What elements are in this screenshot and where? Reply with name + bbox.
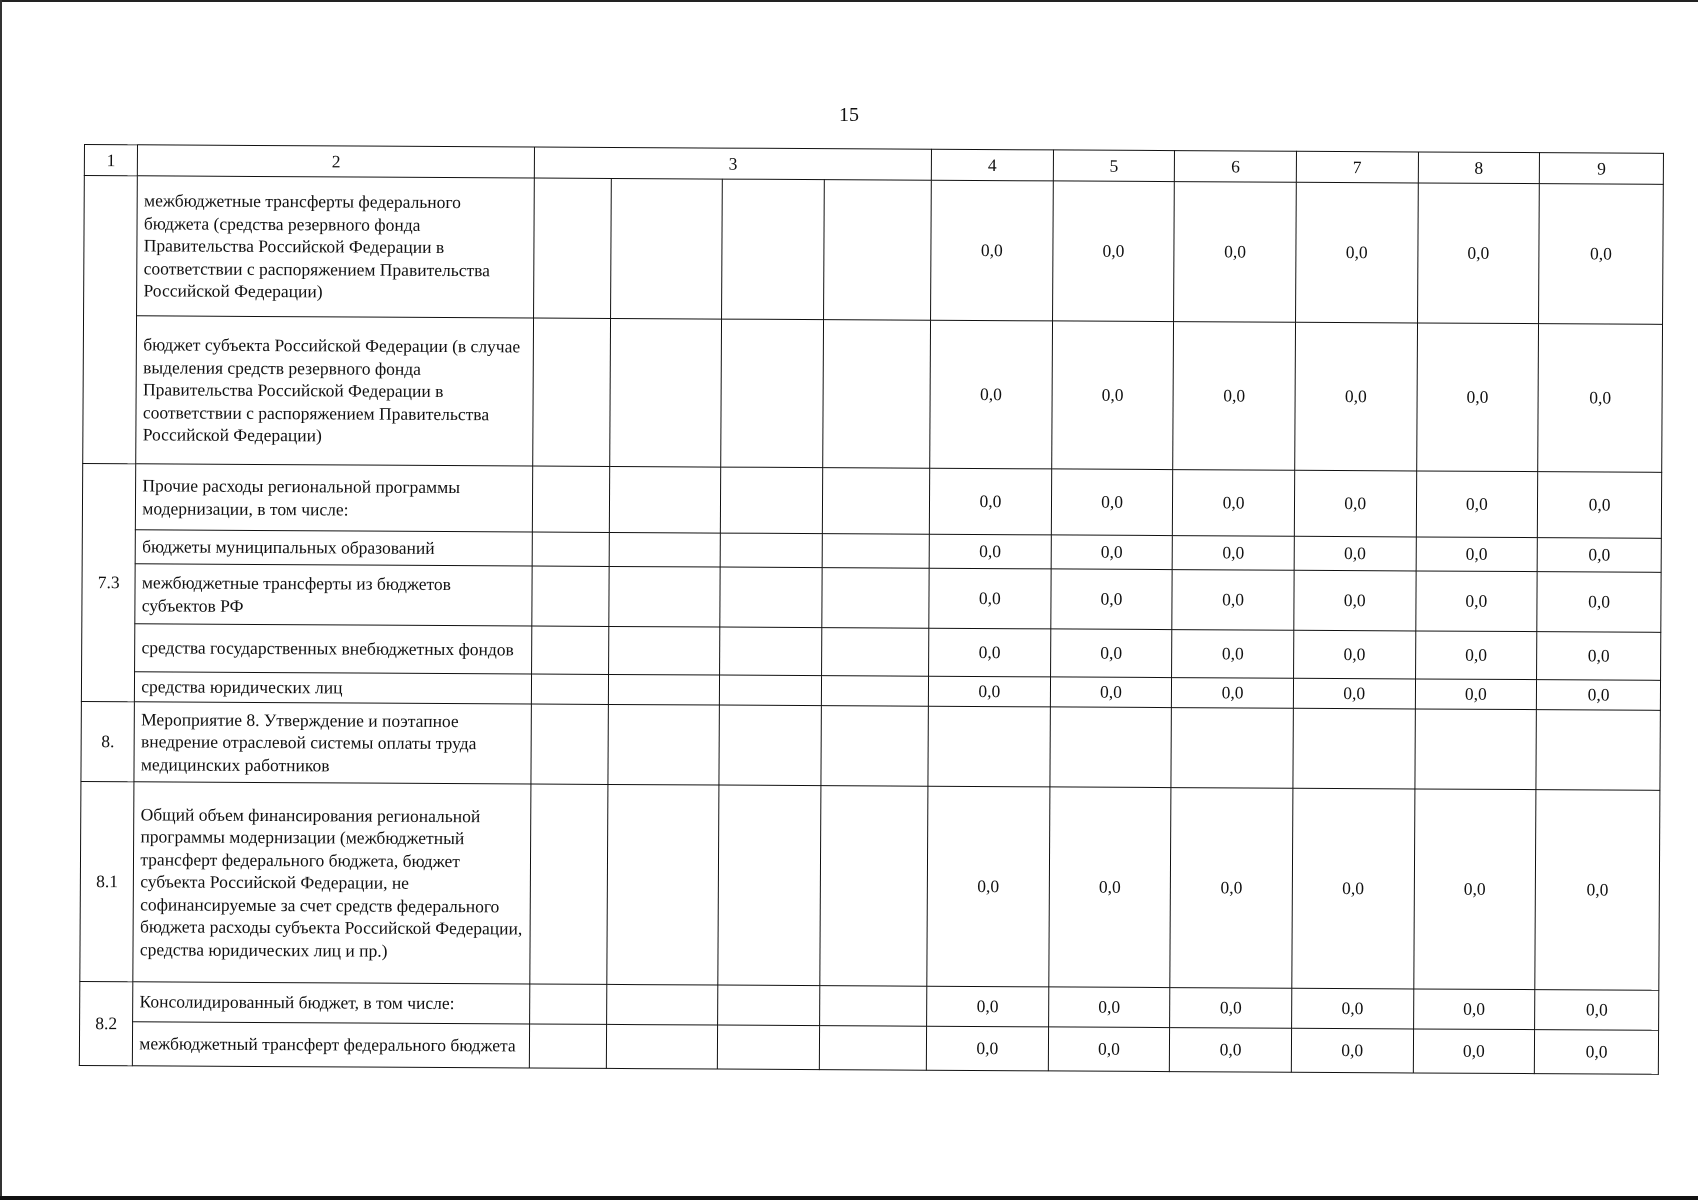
header-cell-4: 4 [931,149,1053,181]
value-col-9: 0,0 [1539,184,1664,325]
row-description: средства юридических лиц [135,672,532,704]
value-col-8 [1414,709,1536,790]
value-col-8: 0,0 [1416,537,1538,572]
value-col-9: 0,0 [1535,990,1659,1031]
row-description: бюджеты муниципальных образований [136,530,533,566]
header-cell-3: 3 [535,147,932,180]
row-index: 8. [81,701,135,781]
value-col-4: 0,0 [929,568,1051,629]
empty-cell [820,786,928,987]
table-row [84,176,1664,325]
value-col-9: 0,0 [1537,680,1661,711]
value-col-5: 0,0 [1049,787,1172,988]
table-row [82,463,1661,538]
value-col-9 [1536,710,1660,791]
value-col-8: 0,0 [1415,631,1537,680]
value-col-6: 0,0 [1170,988,1292,1029]
empty-cell [717,1025,820,1070]
value-col-5: 0,0 [1052,181,1174,322]
value-col-4: 0,0 [928,676,1050,707]
row-description: Мероприятие 8. Утверждение и поэтапное внедрение отраслевой системы оплаты труда медицинских работников [134,702,531,784]
empty-cell [609,566,720,627]
table-row [82,623,1661,680]
empty-cell [534,178,612,318]
empty-cell [607,984,718,1025]
empty-cell [530,984,607,1024]
value-col-7: 0,0 [1293,678,1415,709]
value-col-7: 0,0 [1295,322,1417,471]
value-col-7: 0,0 [1292,788,1415,989]
value-col-6: 0,0 [1170,788,1293,989]
empty-cell [822,628,929,677]
row-description: межбюджетные трансферты из бюджетов субъектов РФ [135,564,532,626]
value-col-5: 0,0 [1048,1027,1170,1072]
empty-cell [718,985,821,1026]
value-col-8: 0,0 [1417,183,1539,324]
value-col-5: 0,0 [1050,629,1172,678]
header-cell-5: 5 [1053,150,1175,182]
value-col-9: 0,0 [1537,572,1661,633]
value-col-5: 0,0 [1051,469,1173,536]
table-row [83,316,1663,473]
value-col-4: 0,0 [929,468,1051,535]
value-col-9: 0,0 [1538,324,1663,473]
empty-cell [530,784,608,984]
empty-cell [608,674,719,705]
empty-cell [720,567,823,628]
empty-cell [531,704,608,784]
value-col-6: 0,0 [1173,470,1295,537]
value-col-5: 0,0 [1048,987,1170,1028]
value-col-6: 0,0 [1173,322,1295,471]
value-col-8: 0,0 [1415,571,1537,632]
empty-cell [720,627,823,676]
table-row [82,563,1661,632]
value-col-8: 0,0 [1413,1029,1535,1074]
value-col-6: 0,0 [1172,570,1294,631]
budget-table [79,144,1664,1075]
empty-cell [822,676,929,707]
empty-cell [606,1024,717,1069]
value-col-9: 0,0 [1538,472,1662,539]
value-col-5: 0,0 [1051,535,1173,570]
empty-cell [820,1026,927,1071]
empty-cell [822,568,929,629]
row-index: 8.2 [79,981,133,1065]
value-col-4: 0,0 [927,986,1049,1027]
value-col-8: 0,0 [1416,471,1538,538]
scan-left-edge [0,0,2,1200]
empty-cell [530,1024,607,1068]
row-description: средства государственных внебюджетных фондов [135,624,532,674]
scan-top-edge [0,0,1698,2]
value-col-7: 0,0 [1293,630,1415,679]
row-index: 8.1 [80,781,134,981]
empty-cell [532,626,609,674]
empty-cell [718,785,822,986]
row-description: межбюджетный трансферт федерального бюджета [133,1022,530,1068]
empty-cell [722,179,825,320]
row-index: 7.3 [81,463,136,701]
value-col-5: 0,0 [1051,321,1173,470]
scan-bottom-edge [0,1196,1698,1200]
empty-cell [719,675,822,706]
empty-cell [824,180,931,321]
value-col-9: 0,0 [1537,538,1661,573]
empty-cell [609,466,720,533]
empty-cell [821,706,928,787]
value-col-6: 0,0 [1174,182,1296,323]
empty-cell [610,318,722,467]
empty-cell [823,468,930,535]
value-col-5 [1050,707,1172,788]
row-description: Общий объем финансирования региональной программы модернизации (межбюджетный трансферт федерального бюджета, бюджет субъекта Российской Федерации, не софинансируемые за счет средств федерального бюджета расходы субъекта Российской Федерации, средства юридических лиц и пр.) [133,782,531,984]
value-col-4: 0,0 [930,320,1052,469]
value-col-9: 0,0 [1535,1030,1659,1075]
empty-cell [721,319,824,468]
header-cell-9: 9 [1540,153,1664,185]
row-description: Консолидированный бюджет, в том числе: [133,982,530,1024]
empty-cell [532,566,609,626]
empty-cell [533,466,610,532]
value-col-4: 0,0 [929,628,1051,677]
value-col-8: 0,0 [1416,323,1538,472]
empty-cell [719,705,822,786]
value-col-4 [928,706,1050,787]
row-description: межбюджетные трансферты федерального бюджета (средства резервного фонда Правительства Российской Федерации в соответствии с распоряжением Правительства Российской Федерации) [137,176,535,318]
row-description: бюджет субъекта Российской Федерации (в случае выделения средств резервного фонда Правительства Российской Федерации в соответствии с распоряжением Правительства Российской Федерации) [136,316,534,466]
header-cell-2: 2 [138,145,535,178]
value-col-9: 0,0 [1535,790,1660,991]
value-col-6: 0,0 [1172,536,1294,571]
empty-cell [532,532,609,566]
empty-cell [533,318,611,466]
value-col-8: 0,0 [1415,679,1537,710]
header-cell-6: 6 [1175,151,1297,183]
table-row [81,701,1660,790]
value-col-9: 0,0 [1537,632,1661,681]
value-col-4: 0,0 [931,180,1053,321]
row-index [83,176,138,464]
header-cell-8: 8 [1418,152,1540,184]
value-col-7 [1293,708,1415,789]
value-col-8: 0,0 [1413,789,1536,990]
header-cell-7: 7 [1296,151,1418,183]
value-col-8: 0,0 [1413,989,1535,1030]
value-col-6 [1171,708,1293,789]
header-cell-1: 1 [84,145,138,176]
value-col-7: 0,0 [1291,1028,1413,1073]
empty-cell [720,467,823,534]
empty-cell [611,178,723,319]
empty-cell [823,534,930,569]
table-row [79,1021,1658,1074]
value-col-7: 0,0 [1295,182,1417,323]
value-col-7: 0,0 [1294,536,1416,571]
value-col-7: 0,0 [1294,470,1416,537]
empty-cell [607,784,719,985]
row-description: Прочие расходы региональной программы модернизации, в том числе: [136,464,533,532]
empty-cell [820,986,927,1027]
page-number: 15 [839,104,859,126]
value-col-7: 0,0 [1294,570,1416,631]
empty-cell [720,533,823,568]
value-col-5: 0,0 [1051,569,1173,630]
empty-cell [609,532,720,567]
value-col-6: 0,0 [1170,1028,1292,1073]
value-col-4: 0,0 [927,786,1050,987]
empty-cell [608,704,719,785]
value-col-5: 0,0 [1050,677,1172,708]
empty-cell [609,626,720,675]
table-row [80,781,1660,990]
value-col-4: 0,0 [929,534,1051,569]
value-col-6: 0,0 [1172,678,1294,709]
value-col-4: 0,0 [926,1026,1048,1071]
empty-cell [823,320,931,469]
value-col-6: 0,0 [1172,630,1294,679]
value-col-7: 0,0 [1292,988,1414,1029]
empty-cell [532,674,609,704]
